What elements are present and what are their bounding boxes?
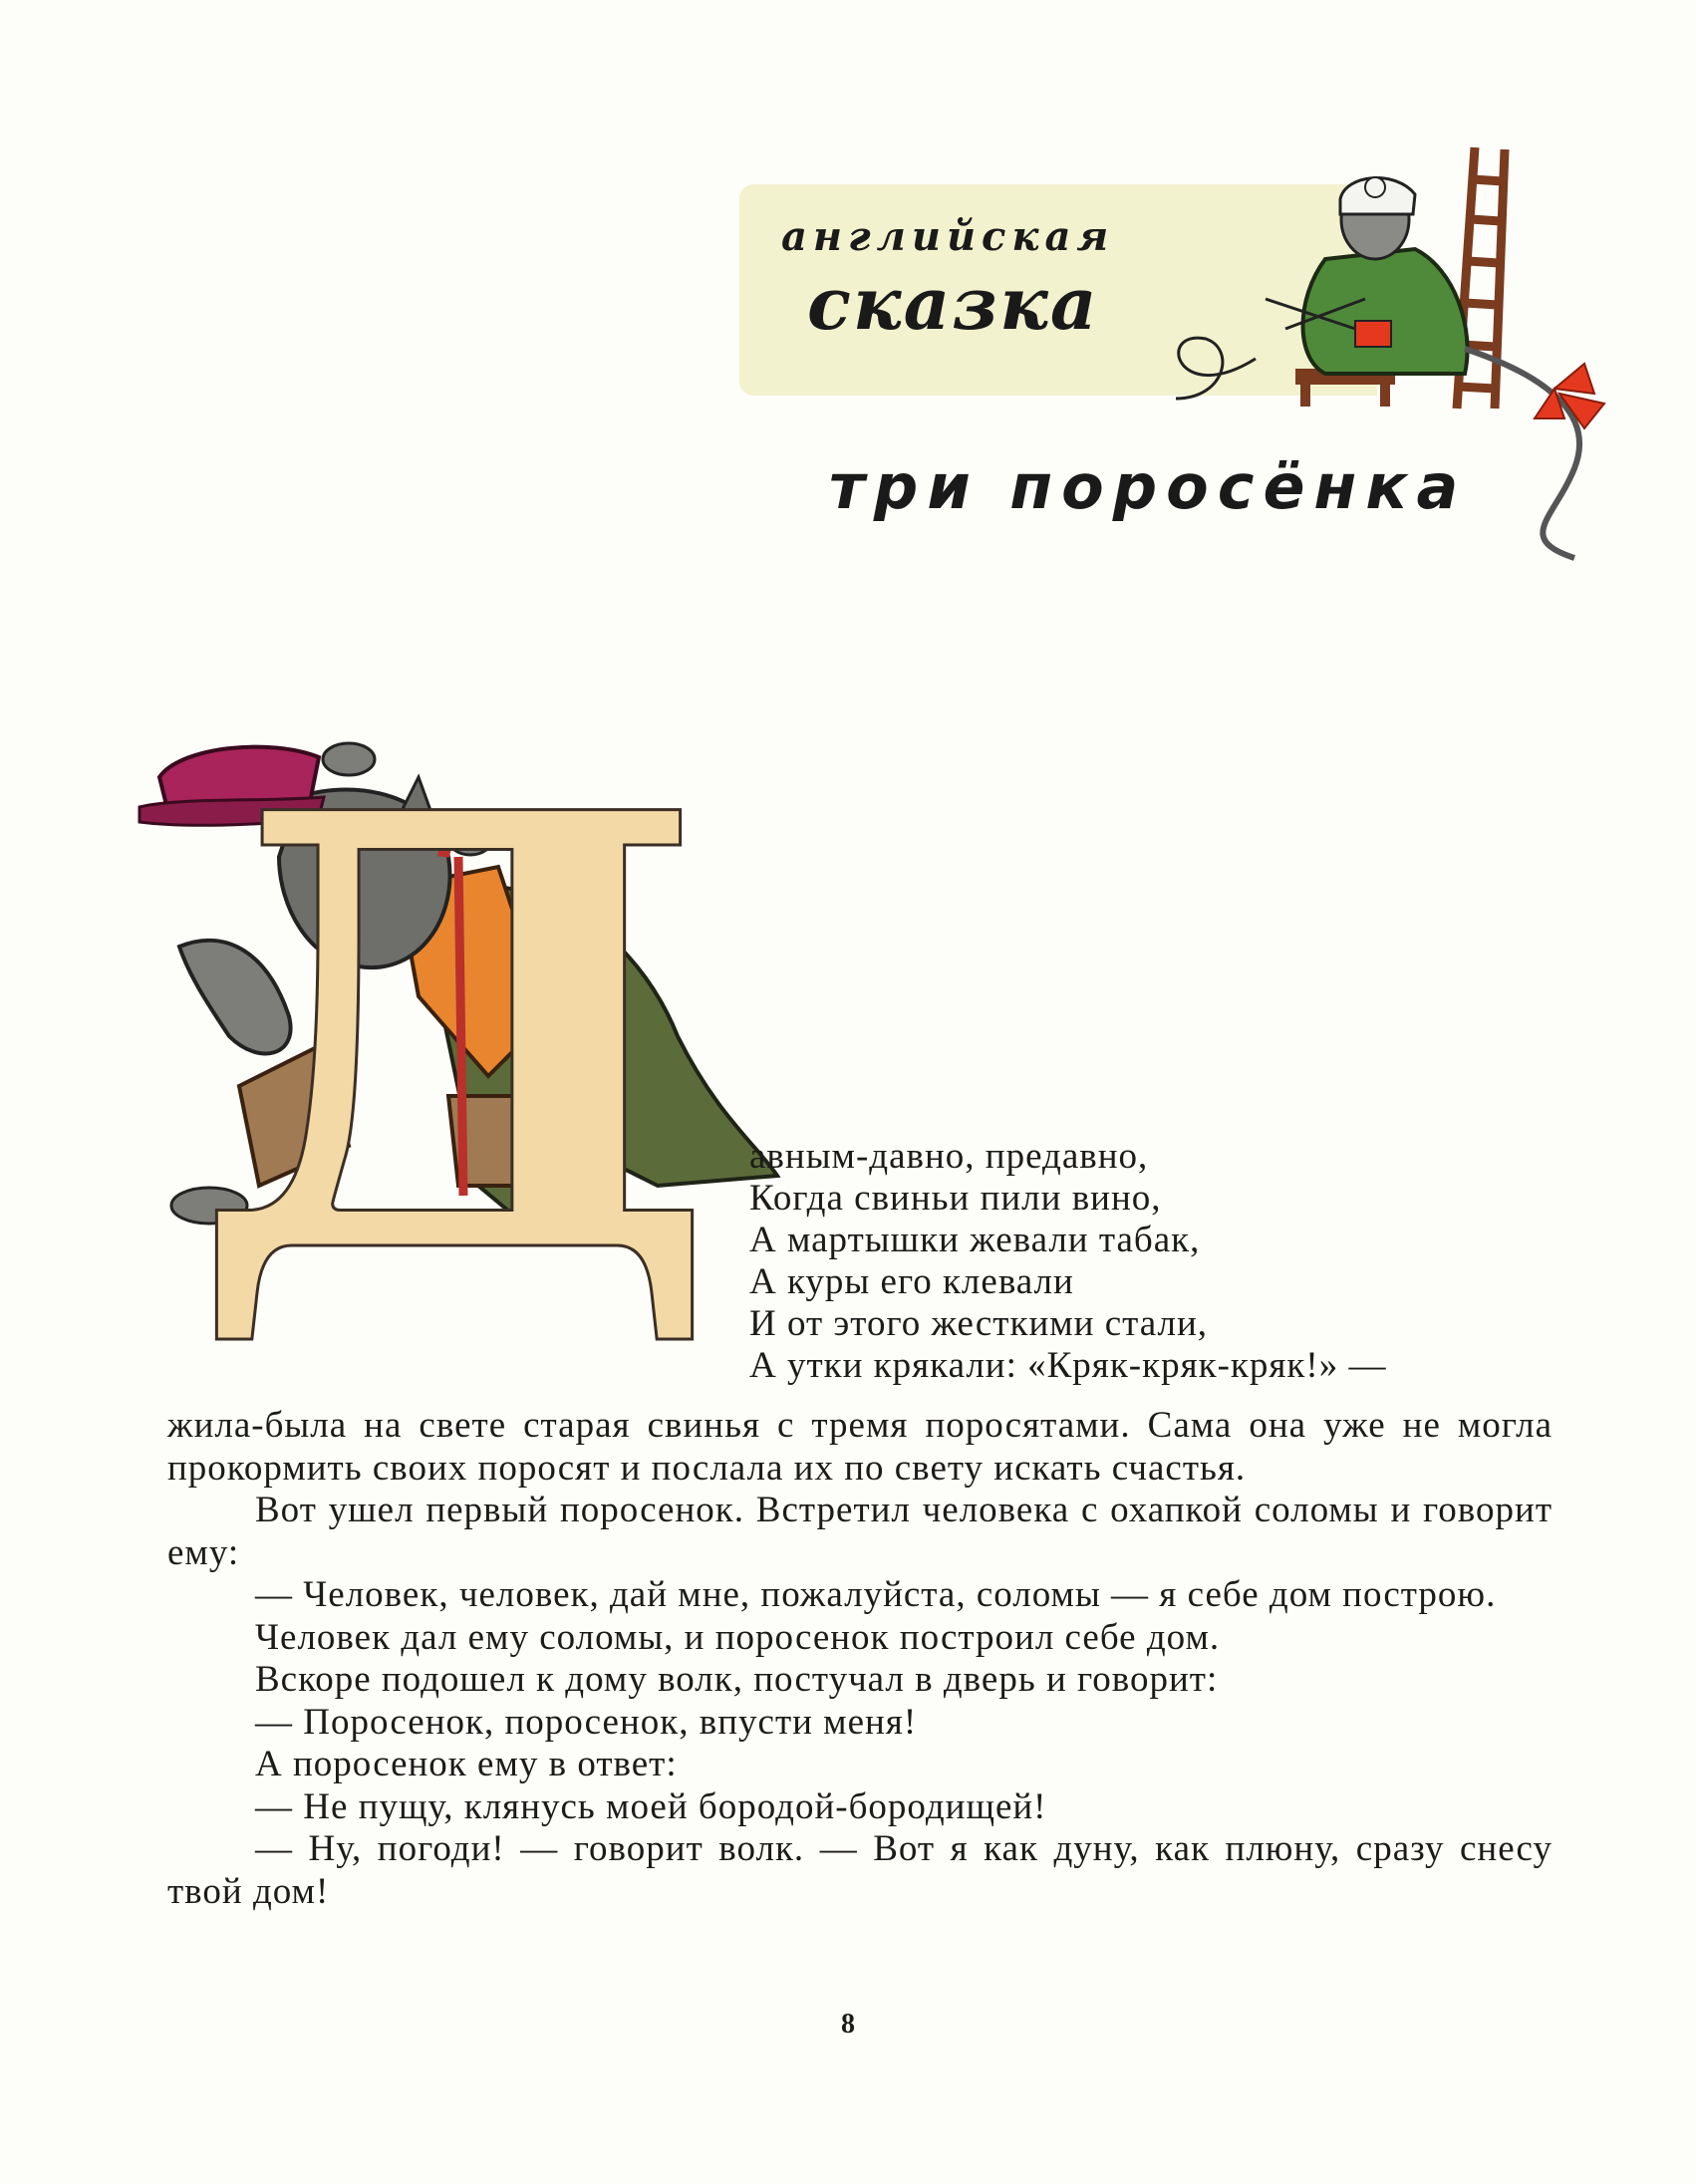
verse-line: И от этого жесткими стали, [749, 1303, 1209, 1344]
story-body [167, 1405, 1553, 1913]
verse-line: А утки крякали: «Кряк-кряк-кряк!» — [749, 1345, 1387, 1386]
subtitle-line-2: сказка [807, 261, 1099, 346]
paragraph: — Не пущу, клянусь моей бородой-бородищей! [255, 1785, 1047, 1827]
yarn-icon [1176, 338, 1256, 399]
paragraph: Вскоре подошел к дому волк, постучал в дверь и говорит: [255, 1659, 1219, 1700]
verse-line: А мартышки жевали табак, [749, 1220, 1201, 1260]
bow-icon [1535, 364, 1604, 428]
verse-line: А куры его клевали [749, 1261, 1074, 1302]
page-number: 8 [841, 2009, 855, 2040]
granny-dress-icon [1303, 249, 1468, 374]
granny-mouse-illustration [0, 0, 1696, 598]
verse-line: Когда свиньи пили вино, [749, 1178, 1162, 1219]
drop-cap-letter: Д [188, 684, 720, 1387]
paragraph: Человек дал ему соломы, и поросенок построил себе дом. [255, 1616, 1221, 1658]
paragraph: — Человек, человек, дай мне, пожалуйста, соломы — я себе дом построю. [255, 1574, 1497, 1615]
paragraph: — Поросенок, поросенок, впусти меня! [255, 1701, 918, 1743]
paragraph: А поросенок ему в ответ: [255, 1744, 678, 1784]
verse-line: авным-давно, предавно, [749, 1136, 1149, 1177]
paragraph: — Ну, погоди! — говорит волк. — Вот я как дуну, как плюну, сразу снесу твой дом! [167, 1828, 1553, 1912]
subtitle-line-1: английская [781, 213, 1115, 260]
mouse-tail-icon [1465, 349, 1579, 558]
story-title: три поросёнка [829, 450, 1468, 523]
knitting-icon [1355, 321, 1391, 347]
paragraph: жила-была на свете старая свинья с тремя поросятами. Сама она уже не могла прокормить своих поросят и послала их по свету искать счастья. [167, 1405, 1553, 1489]
paragraph: Вот ушел первый поросенок. Встретил человека с охапкой соломы и говорит ему: [167, 1490, 1553, 1573]
opening-verse [749, 1136, 1566, 1387]
